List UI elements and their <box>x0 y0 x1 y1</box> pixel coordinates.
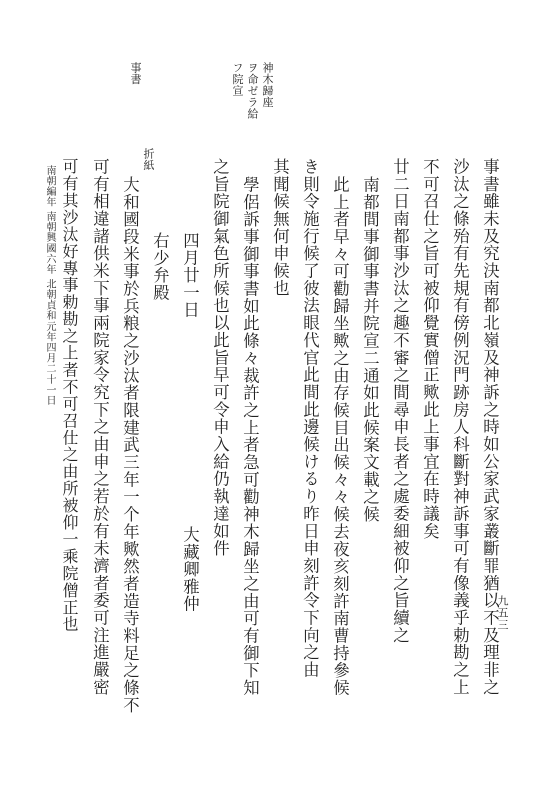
header-note-left: 事書 <box>129 62 142 85</box>
body-line-8: 其聞候無何申候也 <box>270 158 290 297</box>
body-line-10: 之旨院御氣色所候也以此旨早可令申入給仍執達如件 <box>210 158 230 558</box>
body-line-4: 廿二日南都事沙汰之趣不審之間尋申長者之處委細被仰之旨續之 <box>390 158 410 644</box>
body-line-15: 可有其沙汰好專事勅勘之上者不可召仕之由所被仰一乘院僧正也 <box>60 158 79 633</box>
body-line-1: 事書雖未及究決南都北嶺及神訴之時如公家武家叢斷罪猶以不及理非之 <box>480 158 500 696</box>
body-line-addressee: 右少弁殿 <box>150 232 170 302</box>
body-line-6: 此上者早々可勸歸坐歟之由存候目出候々々候去夜亥刻許南曹持參候 <box>330 176 350 697</box>
margin-note: 折紙 <box>142 148 155 171</box>
body-line-2: 沙汰之條殆有先規有傍例況門跡房人科斷對神訴事可有像義乎勅勘之上 <box>450 158 470 696</box>
running-header: 南朝編年 南朝興國六年 北朝貞和元年四月二十一日 <box>44 165 55 406</box>
header-note-line-2: ヲ命ゼラ給 <box>246 62 259 120</box>
body-line-date-signature: 四月廿一日 大藏卿雅仲 <box>180 232 200 613</box>
header-note-line-3: フ院宣 <box>231 62 244 97</box>
body-line-7: き則令施行候了彼法眼代官此間此邊候けるり昨日申刻許令下向之由 <box>300 158 320 679</box>
page-number: 九五三 <box>496 595 509 631</box>
header-note-line-1: 神木歸座 <box>261 62 274 108</box>
body-line-9: 學侶訴事御事書如此條々裁許之上者急可勸神木歸坐之由可有御下知 <box>240 176 260 697</box>
body-line-14: 可有相違諸供米下事兩院家令究下之由申之若於有未濟者委可注進嚴密 <box>90 158 110 696</box>
body-line-5: 南都間事御事書并院宣二通如此候案文載之候 <box>360 176 380 523</box>
body-line-3: 不可召仕之旨可被仰覺實僧正歟此上事宜在時議矣 <box>420 158 440 540</box>
body-line-13: 大和國段米事於兵粮之沙汰者限建武三年一个年歟然者造寺料足之條不 <box>120 176 140 714</box>
